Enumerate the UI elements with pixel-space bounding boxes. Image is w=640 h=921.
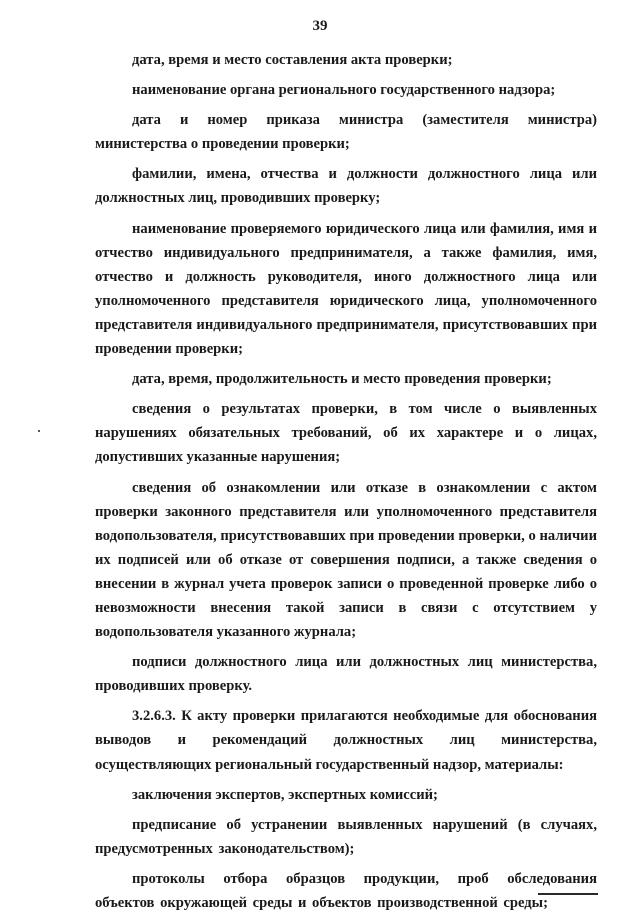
footer-rule (538, 893, 598, 895)
list-item: протоколы отбора образцов продукции, проб обследования объектов окружающей среды и объектов производственной среды; (95, 870, 597, 911)
list-item: дата, время и место составления акта проверки; (132, 52, 453, 68)
list-item: предписание об устранении выявленных нарушений (в случаях, предусмотренных законодательством); (95, 816, 597, 857)
scan-speck (38, 430, 40, 432)
list-item: сведения об ознакомлении или отказе в ознакомлении с актом проверки законного представителя или уполномоченного представителя водопользователя, присутствовавших при проведении проверки, о наличии их подписей или об отказе от совершения подписи, а также сведения о внесении в журнал учета проверок записи о проведенной проверке либо о невозможности внесения такой записи в связи с отсутствием у водопользователя указанного журнала; (95, 479, 597, 641)
list-item: наименование проверяемого юридического лица или фамилия, имя и отчество индивидуального предпринимателя, а также фамилия, имя, отчество и должность руководителя, иного должностного лица или уполномоченного представителя юридического лица, уполномоченного представителя индивидуального предпринимателя, присутствовавших при проведении проверки; (95, 220, 597, 358)
list-item: сведения о результатах проверки, в том числе о выявленных нарушениях обязательных требований, об их характере и о лицах, допустивших указанные нарушения; (95, 401, 597, 466)
page-number: 39 (312, 18, 328, 34)
section-paragraph: 3.2.6.3. К акту проверки прилагаются необходимые для обоснования выводов и рекомендаций должностных лиц министерства, осуществляющих региональный государственный надзор, материалы: (95, 708, 597, 773)
document-body (95, 48, 597, 921)
list-item: наименование органа регионального государственного надзора; (132, 82, 556, 99)
list-item: фамилии, имена, отчества и должности должностного лица или должностных лиц, проводивших проверку; (95, 166, 597, 207)
list-item: подписи должностного лица или должностных лиц министерства, проводивших проверку. (95, 654, 597, 695)
list-item: дата и номер приказа министра (заместителя министра) министерства о проведении проверки; (95, 112, 597, 153)
list-item: дата, время, продолжительность и место проведения проверки; (132, 371, 552, 388)
list-item: заключения экспертов, экспертных комиссий; (132, 786, 438, 803)
